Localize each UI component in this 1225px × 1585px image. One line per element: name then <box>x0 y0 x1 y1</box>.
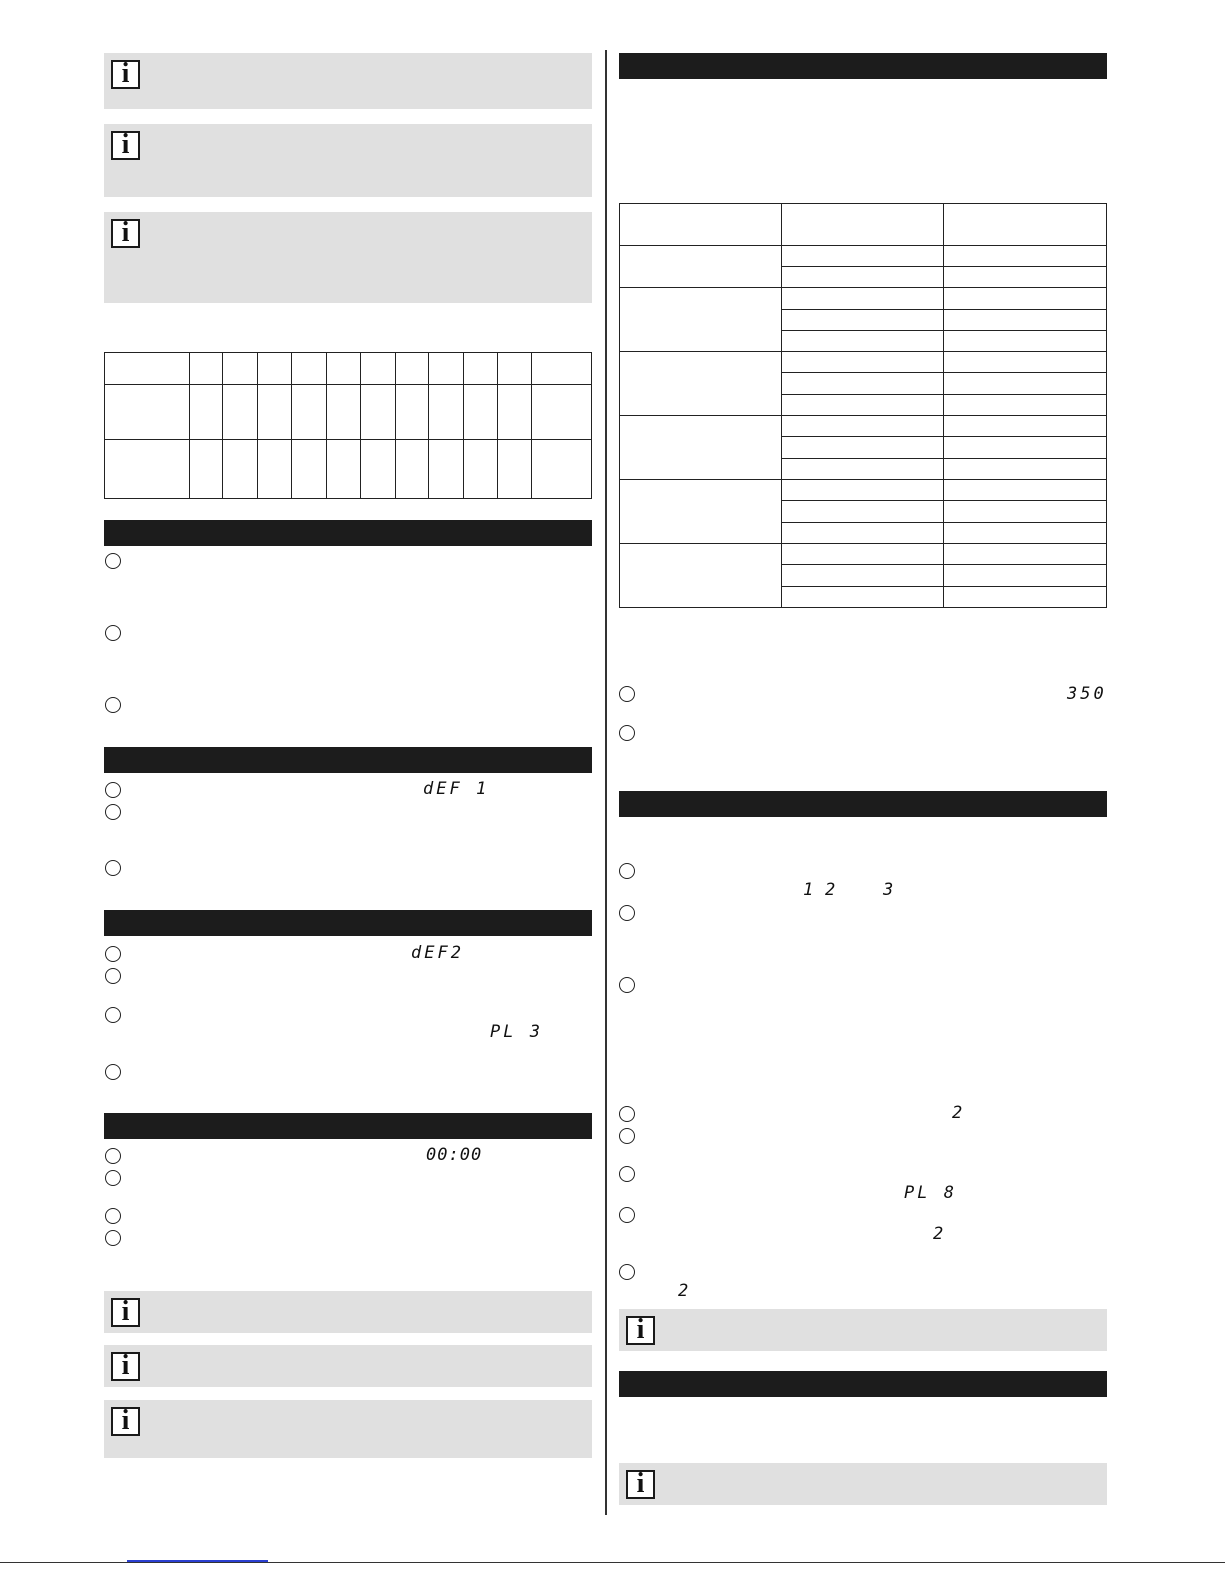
section-header-bar <box>104 910 592 936</box>
step-marker <box>619 977 635 993</box>
footer-rule <box>0 1562 1225 1563</box>
step-marker <box>619 725 635 741</box>
step-marker <box>105 1064 121 1080</box>
info-icon: i <box>626 1316 655 1345</box>
display-readout-level2: 2 <box>933 1224 947 1244</box>
info-note-2 <box>104 124 592 197</box>
display-readout-def2: dEF2 <box>411 943 464 963</box>
info-note-3 <box>104 212 592 303</box>
step-marker <box>619 905 635 921</box>
step-marker <box>619 686 635 702</box>
section-header-bar <box>619 53 1107 79</box>
step-marker <box>619 1166 635 1182</box>
step-marker <box>619 1207 635 1223</box>
step-marker <box>105 782 121 798</box>
info-icon: i <box>111 60 140 89</box>
section-header-bar <box>104 520 592 546</box>
display-readout-level2: 2 <box>952 1103 966 1123</box>
display-readout-level2: 2 <box>678 1281 692 1301</box>
footer-link-underline[interactable] <box>127 1560 268 1562</box>
info-icon: i <box>626 1470 655 1499</box>
display-readout-pl8: PL 8 <box>904 1183 957 1203</box>
step-marker <box>105 625 121 641</box>
display-readout-level2: 2 <box>825 880 839 900</box>
step-marker <box>105 1208 121 1224</box>
step-marker <box>619 1128 635 1144</box>
section-header-bar <box>104 747 592 773</box>
display-readout-def1: dEF 1 <box>423 779 490 799</box>
column-divider <box>605 50 607 1515</box>
step-marker <box>105 860 121 876</box>
step-marker <box>105 1230 121 1246</box>
step-marker <box>105 553 121 569</box>
step-marker <box>619 863 635 879</box>
info-icon: i <box>111 1298 140 1327</box>
section-header-bar <box>619 1371 1107 1397</box>
info-note-1 <box>104 53 592 109</box>
display-readout-temp: 350 <box>1067 684 1107 704</box>
display-readout-pl3: PL 3 <box>490 1022 543 1042</box>
step-marker <box>105 946 121 962</box>
display-readout-level1: 1 <box>803 880 817 900</box>
display-readout-level3: 3 <box>883 880 897 900</box>
step-marker <box>105 968 121 984</box>
info-icon: i <box>111 1352 140 1381</box>
info-note-6 <box>104 1400 592 1458</box>
section-header-bar <box>619 791 1107 817</box>
step-marker <box>105 1148 121 1164</box>
power-level-table <box>104 352 592 499</box>
step-marker <box>619 1264 635 1280</box>
info-icon: i <box>111 131 140 160</box>
cooking-guide-table <box>619 203 1107 608</box>
step-marker <box>105 1007 121 1023</box>
section-header-bar <box>104 1113 592 1139</box>
info-icon: i <box>111 1407 140 1436</box>
step-marker <box>619 1106 635 1122</box>
display-readout-clock: 00:00 <box>426 1145 483 1165</box>
info-note-4 <box>104 1291 592 1333</box>
step-marker <box>105 804 121 820</box>
step-marker <box>105 1170 121 1186</box>
step-marker <box>105 697 121 713</box>
info-note-8 <box>619 1463 1107 1505</box>
info-icon: i <box>111 219 140 248</box>
info-note-7 <box>619 1309 1107 1351</box>
info-note-5 <box>104 1345 592 1387</box>
